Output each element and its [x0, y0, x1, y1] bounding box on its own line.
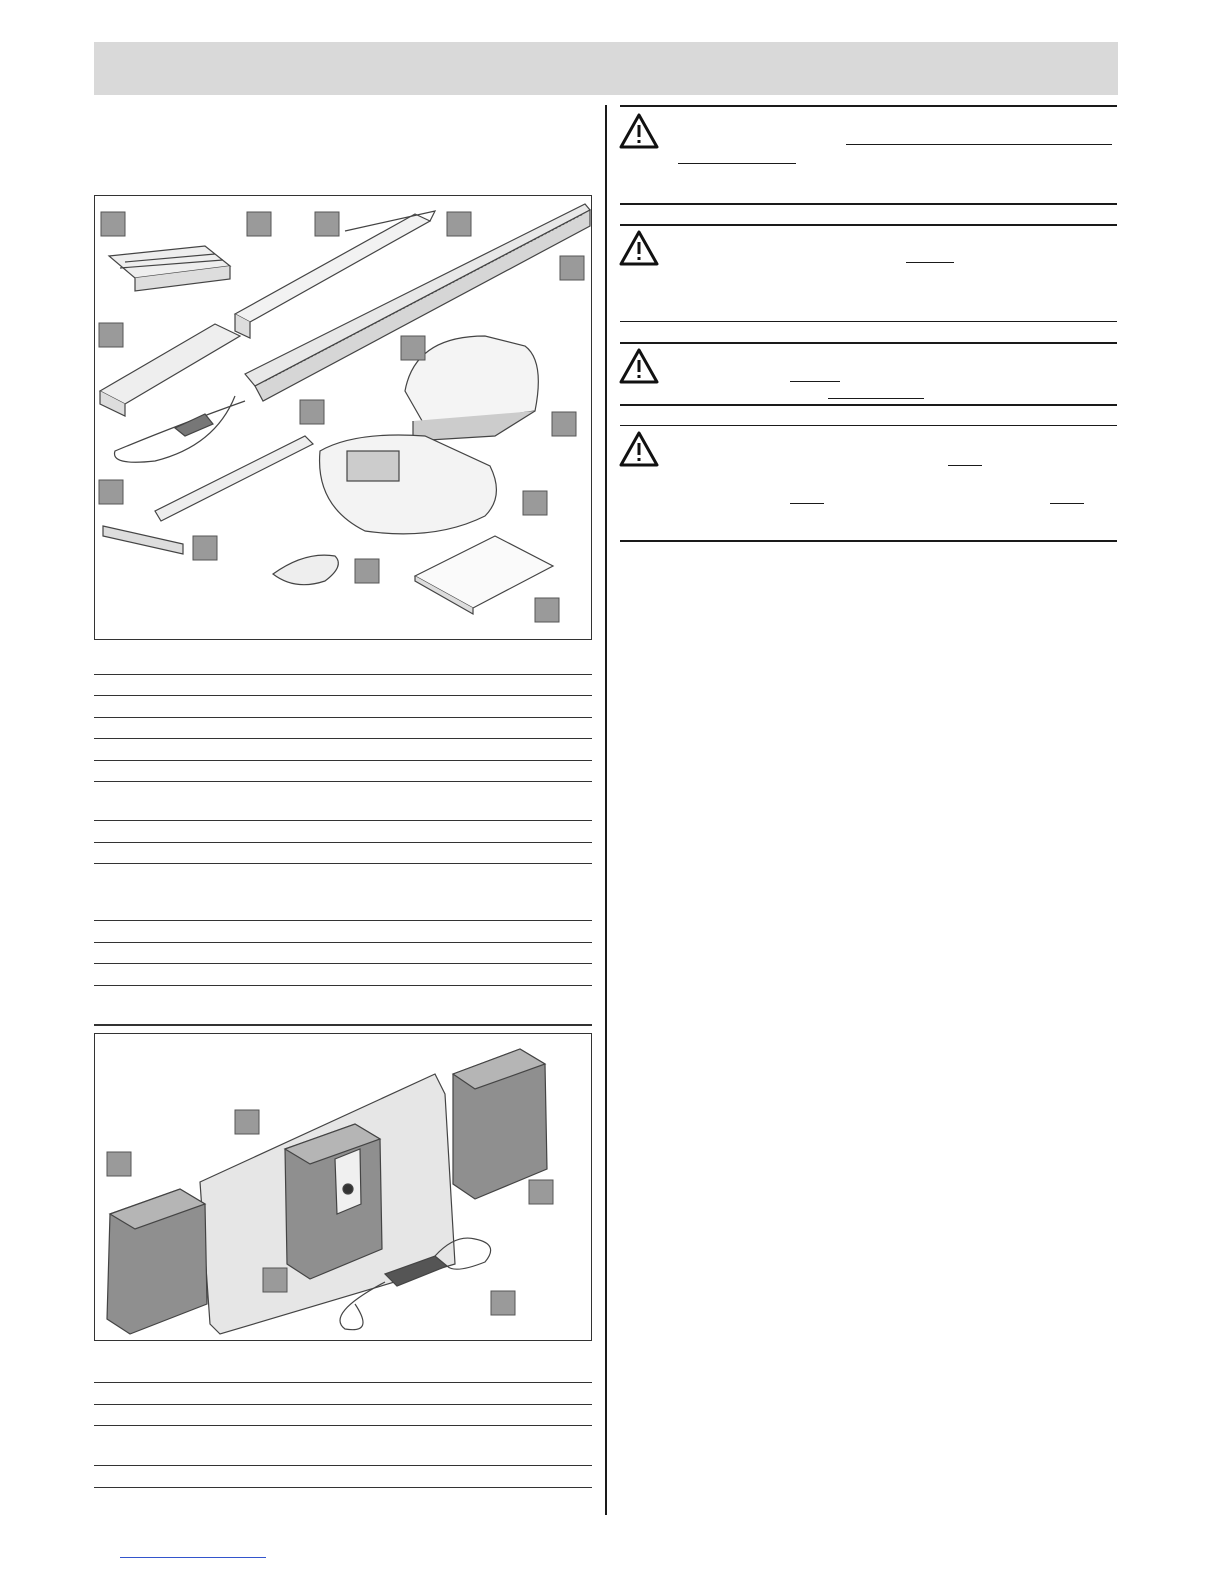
warning-block-bottom-rule — [620, 540, 1117, 542]
warning-triangle-icon — [618, 430, 660, 468]
underline-mark — [948, 465, 982, 466]
footer-link-underline[interactable] — [120, 1557, 266, 1558]
underline-mark — [790, 503, 824, 504]
warning-block-bottom-rule — [620, 321, 1117, 322]
warning-block-top-rule — [620, 224, 1117, 226]
underline-mark — [906, 262, 954, 263]
warning-block-top-rule — [620, 342, 1117, 344]
table-row-rule — [94, 717, 592, 718]
warning-block-bottom-rule — [620, 203, 1117, 205]
underline-mark — [678, 163, 796, 164]
table-row-rule — [94, 842, 592, 843]
battery-kit-illustration — [95, 1034, 591, 1340]
figure-operator-kit — [94, 195, 592, 640]
warning-triangle-icon — [618, 347, 660, 385]
table-row-rule — [94, 963, 592, 964]
underline-mark — [846, 144, 1112, 145]
table-row-rule — [94, 738, 592, 739]
warning-block-top-rule — [620, 425, 1117, 426]
underline-mark — [828, 398, 924, 399]
table-row-rule — [94, 863, 592, 864]
table-row-rule — [94, 760, 592, 761]
table-row-rule — [94, 820, 592, 821]
table-row-rule — [94, 1465, 592, 1466]
warning-triangle-icon — [618, 112, 660, 150]
table-row-rule — [94, 985, 592, 986]
table-row-rule — [94, 1382, 592, 1383]
figure-battery-kit — [94, 1033, 592, 1341]
warning-block-top-rule — [620, 105, 1117, 107]
column-divider — [605, 105, 607, 1515]
warning-triangle-icon — [618, 229, 660, 267]
table-row-rule — [94, 781, 592, 782]
operator-kit-illustration — [95, 196, 591, 639]
table-row-rule — [94, 920, 592, 921]
table-end-rule — [94, 1024, 592, 1026]
table-row-rule — [94, 1487, 592, 1488]
table-row-rule — [94, 695, 592, 696]
table-row-rule — [94, 674, 592, 675]
underline-mark — [790, 381, 840, 382]
table-row-rule — [94, 942, 592, 943]
page-header-bar — [94, 42, 1118, 95]
table-row-rule — [94, 1404, 592, 1405]
underline-mark — [1050, 503, 1084, 504]
table-row-rule — [94, 1425, 592, 1426]
warning-block-bottom-rule — [620, 404, 1117, 406]
